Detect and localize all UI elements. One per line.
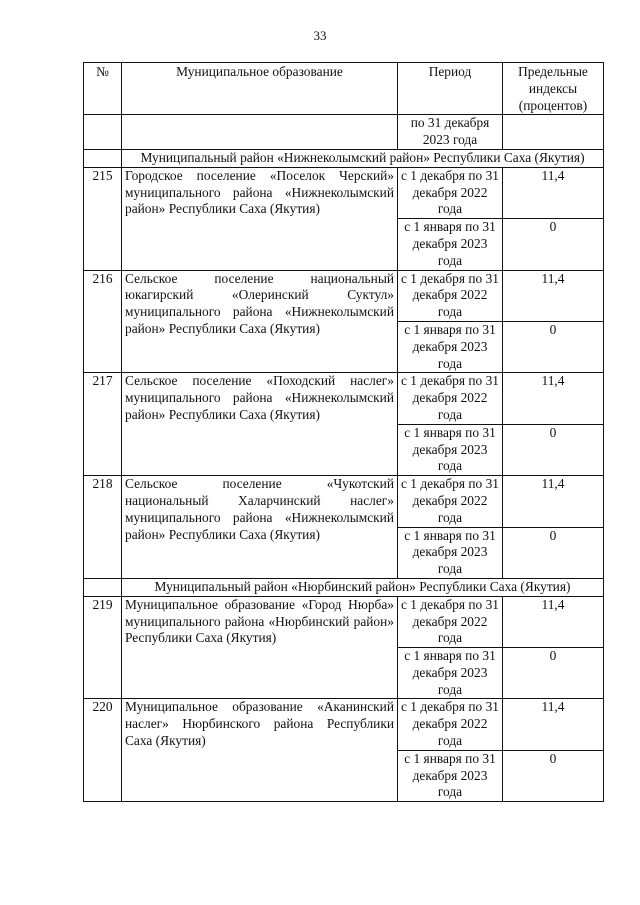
period-cell: с 1 декабря по 31 декабря 2022 года: [398, 167, 503, 218]
period-cell: с 1 января по 31 декабря 2023 года: [398, 750, 503, 801]
header-period: Период: [398, 63, 503, 115]
index-value: 0: [503, 321, 604, 372]
period-cell: с 1 января по 31 декабря 2023 года: [398, 527, 503, 578]
table-row: [84, 476, 604, 527]
entry-number: 215: [84, 167, 122, 270]
index-value: 0: [503, 648, 604, 699]
region-num-cell: [84, 578, 122, 596]
index-value: 11,4: [503, 699, 604, 750]
period-cell: с 1 января по 31 декабря 2023 года: [398, 219, 503, 270]
municipality-name: Сельское поселение «Чукотский национальный Халарчинский наслег» муниципального района «Нижнеколымский район» Республики Саха (Якутия): [122, 476, 398, 579]
header-name: Муниципальное образование: [122, 63, 398, 115]
period-cell: с 1 декабря по 31 декабря 2022 года: [398, 270, 503, 321]
table-row: [84, 167, 604, 218]
table-header: [84, 63, 604, 115]
index-value: 11,4: [503, 167, 604, 218]
index-value: 11,4: [503, 270, 604, 321]
index-value: 0: [503, 527, 604, 578]
table-row: [84, 596, 604, 647]
region-row: [84, 149, 604, 167]
region-title: Муниципальный район «Нижнеколымский район» Республики Саха (Якутия): [122, 149, 604, 167]
municipality-name: Муниципальное образование «Аканинский наслег» Нюрбинского района Республики Саха (Якутия): [122, 699, 398, 802]
region-title: Муниципальный район «Нюрбинский район» Республики Саха (Якутия): [122, 578, 604, 596]
period-cell: с 1 января по 31 декабря 2023 года: [398, 321, 503, 372]
period-cell: с 1 января по 31 декабря 2023 года: [398, 648, 503, 699]
continuation-name-cell: [122, 115, 398, 150]
header-index: Предельные индексы (процентов): [503, 63, 604, 115]
period-cell: с 1 декабря по 31 декабря 2022 года: [398, 476, 503, 527]
continuation-row: [84, 115, 604, 150]
index-value: 0: [503, 424, 604, 475]
index-value: 0: [503, 750, 604, 801]
table-row: [84, 699, 604, 750]
entry-number: 218: [84, 476, 122, 579]
period-cell: с 1 января по 31 декабря 2023 года: [398, 424, 503, 475]
continuation-num-cell: [84, 115, 122, 150]
municipality-name: Сельское поселение «Походский наслег» муниципального района «Нижнеколымский район» Республики Саха (Якутия): [122, 373, 398, 476]
region-row: [84, 578, 604, 596]
entry-number: 216: [84, 270, 122, 373]
municipality-name: Муниципальное образование «Город Нюрба» муниципального района «Нюрбинский район» Республики Саха (Якутия): [122, 596, 398, 699]
table-body: [84, 115, 604, 802]
entry-number: 217: [84, 373, 122, 476]
entry-number: 220: [84, 699, 122, 802]
period-cell: с 1 декабря по 31 декабря 2022 года: [398, 699, 503, 750]
index-value: 0: [503, 219, 604, 270]
table-row: [84, 270, 604, 321]
index-value: 11,4: [503, 596, 604, 647]
table-row: [84, 373, 604, 424]
period-cell: с 1 декабря по 31 декабря 2022 года: [398, 596, 503, 647]
entry-number: 219: [84, 596, 122, 699]
continuation-period: по 31 декабря 2023 года: [398, 115, 503, 150]
municipality-name: Городское поселение «Поселок Черский» муниципального района «Нижнеколымский район» Республики Саха (Якутия): [122, 167, 398, 270]
index-value: 11,4: [503, 476, 604, 527]
header-num: №: [84, 63, 122, 115]
page-number: 33: [313, 28, 327, 43]
index-value: 11,4: [503, 373, 604, 424]
period-cell: с 1 декабря по 31 декабря 2022 года: [398, 373, 503, 424]
region-num-cell: [84, 149, 122, 167]
continuation-index-cell: [503, 115, 604, 150]
tariff-index-table: [83, 62, 604, 802]
municipality-name: Сельское поселение национальный юкагирский «Олеринский Суктул» муниципального района «Нижнеколымский район» Республики Саха (Якутия): [122, 270, 398, 373]
